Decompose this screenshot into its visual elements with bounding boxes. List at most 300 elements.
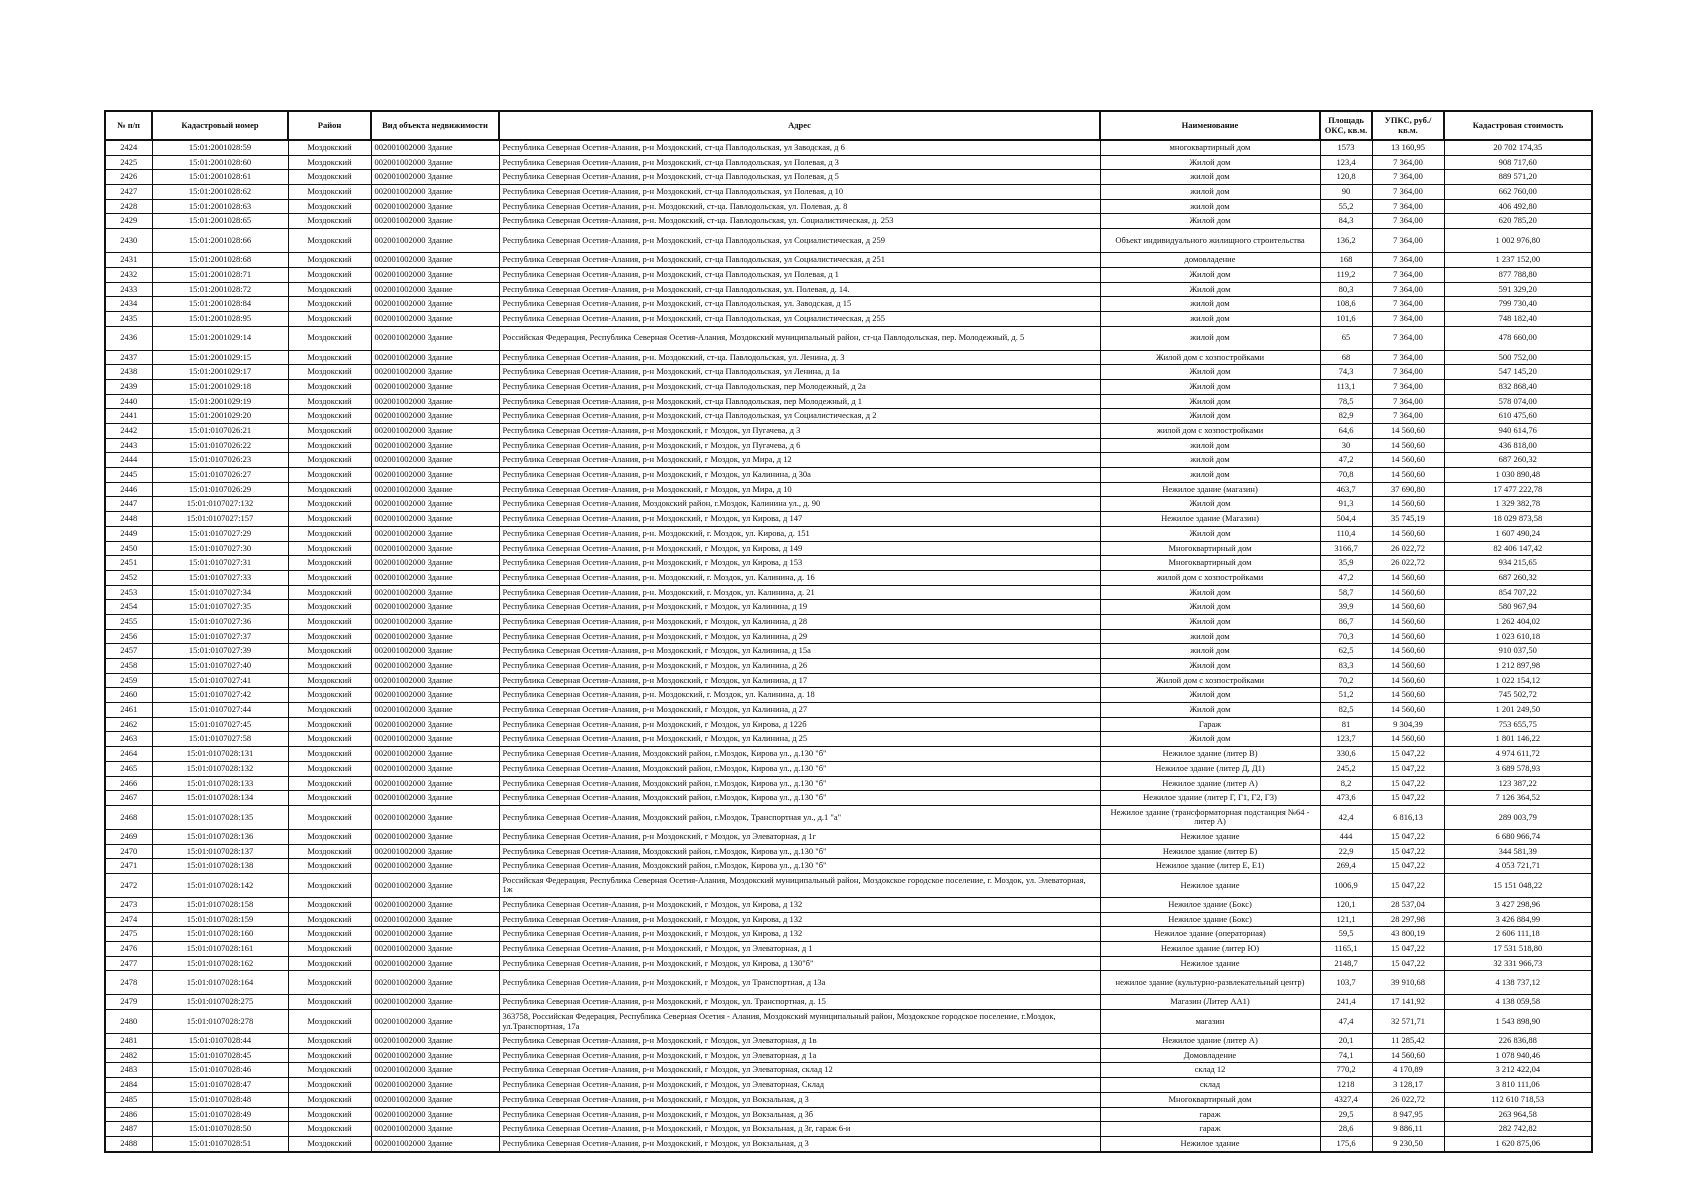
cell-row-number: 2451 bbox=[105, 556, 152, 571]
cell-object-name: Многоквартирный дом bbox=[1100, 1092, 1320, 1107]
cell-district: Моздокский bbox=[288, 394, 371, 409]
cell-object-type: 002001002000 Здание bbox=[371, 614, 499, 629]
cell-area: 83,3 bbox=[1320, 659, 1372, 674]
cell-address: Республика Северная Осетия-Алания, р-н. Моздокский, ст-ца. Павлодольская, ул. Ленина, д. 3 bbox=[499, 350, 1100, 365]
cell-area: 70,8 bbox=[1320, 468, 1372, 483]
cell-object-name: жилой дом bbox=[1100, 326, 1320, 350]
cell-district: Моздокский bbox=[288, 170, 371, 185]
cell-area: 47,2 bbox=[1320, 453, 1372, 468]
cell-cadastral-number: 15:01:2001029:18 bbox=[152, 379, 288, 394]
cell-unit-value: 14 560,60 bbox=[1372, 614, 1444, 629]
cell-unit-value: 14 560,60 bbox=[1372, 1048, 1444, 1063]
table-row bbox=[105, 438, 1592, 453]
cadastral-sheet bbox=[104, 110, 1591, 1153]
cell-cadastral-number: 15:01:0107027:36 bbox=[152, 614, 288, 629]
table-row bbox=[105, 805, 1592, 829]
cell-area: 103,7 bbox=[1320, 971, 1372, 995]
cell-address: Республика Северная Осетия-Алания, р-н Моздокский, ст-ца Павлодольская, пер Молодежный, д 2а bbox=[499, 379, 1100, 394]
table-row bbox=[105, 541, 1592, 556]
cell-address: Республика Северная Осетия-Алания, р-н Моздокский, ст-ца Павлодольская, ул Заводская, д 6 bbox=[499, 140, 1100, 155]
cell-cadastral-value: 745 502,72 bbox=[1444, 688, 1592, 703]
cell-district: Моздокский bbox=[288, 214, 371, 229]
cell-unit-value: 7 364,00 bbox=[1372, 229, 1444, 253]
table-row bbox=[105, 1107, 1592, 1122]
cell-cadastral-value: 1 543 898,90 bbox=[1444, 1010, 1592, 1034]
cell-area: 330,6 bbox=[1320, 747, 1372, 762]
cell-object-name: Жилой дом bbox=[1100, 365, 1320, 380]
cell-row-number: 2462 bbox=[105, 717, 152, 732]
cell-row-number: 2432 bbox=[105, 267, 152, 282]
cell-object-type: 002001002000 Здание bbox=[371, 585, 499, 600]
cell-cadastral-number: 15:01:0107026:27 bbox=[152, 468, 288, 483]
cell-district: Моздокский bbox=[288, 942, 371, 957]
header-object-type: Вид объекта недвижимости bbox=[371, 111, 499, 140]
cell-row-number: 2424 bbox=[105, 140, 152, 155]
cell-area: 2148,7 bbox=[1320, 956, 1372, 971]
cell-object-type: 002001002000 Здание bbox=[371, 453, 499, 468]
cell-area: 62,5 bbox=[1320, 644, 1372, 659]
cell-district: Моздокский bbox=[288, 1078, 371, 1093]
header-object-name: Наименование bbox=[1100, 111, 1320, 140]
cell-object-name: Жилой дом bbox=[1100, 526, 1320, 541]
cell-district: Моздокский bbox=[288, 1063, 371, 1078]
cell-object-name: Жилой дом с хозпостройками bbox=[1100, 673, 1320, 688]
cell-area: 3166,7 bbox=[1320, 541, 1372, 556]
cell-object-name: многоквартирный дом bbox=[1100, 140, 1320, 155]
table-row bbox=[105, 1078, 1592, 1093]
cell-address: Республика Северная Осетия-Алания, р-н Моздокский, г Моздок, ул Калинина, д 25 bbox=[499, 732, 1100, 747]
cell-row-number: 2434 bbox=[105, 297, 152, 312]
cell-row-number: 2470 bbox=[105, 844, 152, 859]
cell-address: Республика Северная Осетия-Алания, р-н Моздокский, г Моздок, ул Элеваторная, д 1в bbox=[499, 1034, 1100, 1049]
cell-object-type: 002001002000 Здание bbox=[371, 541, 499, 556]
header-district: Район bbox=[288, 111, 371, 140]
cell-cadastral-number: 15:01:0107028:49 bbox=[152, 1107, 288, 1122]
cell-object-type: 002001002000 Здание bbox=[371, 942, 499, 957]
cell-object-name: Домовладение bbox=[1100, 1048, 1320, 1063]
table-body bbox=[105, 140, 1592, 1152]
cell-unit-value: 3 128,17 bbox=[1372, 1078, 1444, 1093]
cell-district: Моздокский bbox=[288, 805, 371, 829]
cell-object-type: 002001002000 Здание bbox=[371, 394, 499, 409]
cell-address: Республика Северная Осетия-Алания, р-н Моздокский, г Моздок, ул Кирова, д 153 bbox=[499, 556, 1100, 571]
cell-row-number: 2428 bbox=[105, 199, 152, 214]
cell-unit-value: 14 560,60 bbox=[1372, 703, 1444, 718]
cell-area: 1165,1 bbox=[1320, 942, 1372, 957]
cell-address: Республика Северная Осетия-Алания, р-н Моздокский, ст-ца Павлодольская, пер Молодежный, д 1 bbox=[499, 394, 1100, 409]
cell-cadastral-number: 15:01:0107028:158 bbox=[152, 897, 288, 912]
cell-district: Моздокский bbox=[288, 526, 371, 541]
cell-row-number: 2427 bbox=[105, 185, 152, 200]
cell-unit-value: 8 947,95 bbox=[1372, 1107, 1444, 1122]
cell-address: Республика Северная Осетия-Алания, р-н Моздокский, г Моздок, ул Элеваторная, д 1г bbox=[499, 829, 1100, 844]
cell-unit-value: 15 047,22 bbox=[1372, 844, 1444, 859]
table-row bbox=[105, 185, 1592, 200]
cell-unit-value: 14 560,60 bbox=[1372, 497, 1444, 512]
table-row bbox=[105, 1063, 1592, 1078]
cell-district: Моздокский bbox=[288, 326, 371, 350]
cell-unit-value: 15 047,22 bbox=[1372, 859, 1444, 874]
cell-unit-value: 7 364,00 bbox=[1372, 185, 1444, 200]
cell-cadastral-value: 687 260,32 bbox=[1444, 453, 1592, 468]
cell-unit-value: 7 364,00 bbox=[1372, 199, 1444, 214]
cell-unit-value: 26 022,72 bbox=[1372, 556, 1444, 571]
table-row bbox=[105, 791, 1592, 806]
cell-cadastral-number: 15:01:0107027:132 bbox=[152, 497, 288, 512]
cell-cadastral-number: 15:01:0107028:131 bbox=[152, 747, 288, 762]
cell-area: 47,2 bbox=[1320, 570, 1372, 585]
cell-cadastral-value: 1 023 610,18 bbox=[1444, 629, 1592, 644]
cell-object-type: 002001002000 Здание bbox=[371, 897, 499, 912]
cell-district: Моздокский bbox=[288, 282, 371, 297]
cell-row-number: 2485 bbox=[105, 1092, 152, 1107]
cell-cadastral-number: 15:01:2001028:59 bbox=[152, 140, 288, 155]
cell-unit-value: 7 364,00 bbox=[1372, 379, 1444, 394]
cell-unit-value: 17 141,92 bbox=[1372, 995, 1444, 1010]
cell-district: Моздокский bbox=[288, 311, 371, 326]
table-row bbox=[105, 311, 1592, 326]
cell-cadastral-value: 591 329,20 bbox=[1444, 282, 1592, 297]
cell-row-number: 2479 bbox=[105, 995, 152, 1010]
cell-area: 55,2 bbox=[1320, 199, 1372, 214]
cell-area: 120,1 bbox=[1320, 897, 1372, 912]
cell-address: Республика Северная Осетия-Алания, р-н Моздокский, г Моздок, ул Кирова, д 132 bbox=[499, 897, 1100, 912]
cell-address: Республика Северная Осетия-Алания, р-н Моздокский, г Моздок, ул Кирова, д 130"б" bbox=[499, 956, 1100, 971]
cell-cadastral-number: 15:01:0107028:161 bbox=[152, 942, 288, 957]
cell-address: Российская Федерация, Республика Северная Осетия-Алания, Моздокский муниципальный район, ст-ца Павлодольская, пер. Молодежный, д. 5 bbox=[499, 326, 1100, 350]
cell-row-number: 2429 bbox=[105, 214, 152, 229]
cell-object-type: 002001002000 Здание bbox=[371, 1063, 499, 1078]
cell-area: 168 bbox=[1320, 253, 1372, 268]
cell-object-type: 002001002000 Здание bbox=[371, 267, 499, 282]
cell-district: Моздокский bbox=[288, 761, 371, 776]
cell-address: Республика Северная Осетия-Алания, р-н Моздокский, г Моздок, ул Элеваторная, склад 12 bbox=[499, 1063, 1100, 1078]
cell-unit-value: 35 745,19 bbox=[1372, 512, 1444, 527]
table-row bbox=[105, 556, 1592, 571]
cell-cadastral-value: 82 406 147,42 bbox=[1444, 541, 1592, 556]
cell-address: Республика Северная Осетия-Алания, р-н Моздокский, г Моздок, ул Кирова, д 132 bbox=[499, 927, 1100, 942]
cell-cadastral-number: 15:01:0107027:41 bbox=[152, 673, 288, 688]
cell-cadastral-value: 889 571,20 bbox=[1444, 170, 1592, 185]
cell-cadastral-number: 15:01:2001028:84 bbox=[152, 297, 288, 312]
cell-area: 119,2 bbox=[1320, 267, 1372, 282]
cell-district: Моздокский bbox=[288, 688, 371, 703]
table-row bbox=[105, 468, 1592, 483]
cell-address: Республика Северная Осетия-Алания, р-н Моздокский, г Моздок, ул Вокзальная, д 3 bbox=[499, 1092, 1100, 1107]
cell-object-name: Гараж bbox=[1100, 717, 1320, 732]
cell-object-type: 002001002000 Здание bbox=[371, 326, 499, 350]
cell-district: Моздокский bbox=[288, 267, 371, 282]
cell-row-number: 2440 bbox=[105, 394, 152, 409]
cell-object-type: 002001002000 Здание bbox=[371, 379, 499, 394]
cell-object-type: 002001002000 Здание bbox=[371, 185, 499, 200]
cell-district: Моздокский bbox=[288, 600, 371, 615]
cell-cadastral-value: 832 868,40 bbox=[1444, 379, 1592, 394]
cell-area: 42,4 bbox=[1320, 805, 1372, 829]
cell-object-type: 002001002000 Здание bbox=[371, 659, 499, 674]
cell-object-type: 002001002000 Здание bbox=[371, 282, 499, 297]
table-row bbox=[105, 1122, 1592, 1137]
cell-unit-value: 14 560,60 bbox=[1372, 644, 1444, 659]
cell-address: Республика Северная Осетия-Алания, р-н. Моздокский, ст-ца. Павлодольская, ул. Социалистическая, д. 253 bbox=[499, 214, 1100, 229]
cell-object-type: 002001002000 Здание bbox=[371, 761, 499, 776]
cell-cadastral-number: 15:01:2001029:19 bbox=[152, 394, 288, 409]
table-row bbox=[105, 1092, 1592, 1107]
cell-cadastral-number: 15:01:0107028:47 bbox=[152, 1078, 288, 1093]
cell-address: Республика Северная Осетия-Алания, р-н Моздокский, г Моздок, ул Калинина, д 27 bbox=[499, 703, 1100, 718]
cell-cadastral-number: 15:01:0107027:42 bbox=[152, 688, 288, 703]
cell-cadastral-number: 15:01:0107027:40 bbox=[152, 659, 288, 674]
table-row bbox=[105, 453, 1592, 468]
cell-unit-value: 9 886,11 bbox=[1372, 1122, 1444, 1137]
cell-row-number: 2463 bbox=[105, 732, 152, 747]
cell-cadastral-number: 15:01:0107028:275 bbox=[152, 995, 288, 1010]
cell-address: Республика Северная Осетия-Алания, р-н Моздокский, г Моздок, ул Вокзальная, д 3б bbox=[499, 1107, 1100, 1122]
cell-district: Моздокский bbox=[288, 155, 371, 170]
cell-area: 123,4 bbox=[1320, 155, 1372, 170]
cell-unit-value: 15 047,22 bbox=[1372, 776, 1444, 791]
cell-district: Моздокский bbox=[288, 897, 371, 912]
cell-row-number: 2471 bbox=[105, 859, 152, 874]
cell-district: Моздокский bbox=[288, 1092, 371, 1107]
cell-district: Моздокский bbox=[288, 556, 371, 571]
cell-unit-value: 43 800,19 bbox=[1372, 927, 1444, 942]
cell-area: 39,9 bbox=[1320, 600, 1372, 615]
cell-address: Республика Северная Осетия-Алания, р-н Моздокский, г Моздок, ул Пугачева, д 3 bbox=[499, 424, 1100, 439]
cell-address: Республика Северная Осетия-Алания, р-н Моздокский, г Моздок, ул Калинина, д 26 bbox=[499, 659, 1100, 674]
cell-object-type: 002001002000 Здание bbox=[371, 829, 499, 844]
table-row bbox=[105, 424, 1592, 439]
cell-object-name: жилой дом bbox=[1100, 438, 1320, 453]
cell-row-number: 2472 bbox=[105, 873, 152, 897]
table-row bbox=[105, 585, 1592, 600]
cell-district: Моздокский bbox=[288, 844, 371, 859]
cell-district: Моздокский bbox=[288, 644, 371, 659]
cell-object-type: 002001002000 Здание bbox=[371, 927, 499, 942]
cell-district: Моздокский bbox=[288, 995, 371, 1010]
cell-object-type: 002001002000 Здание bbox=[371, 155, 499, 170]
cell-cadastral-value: 547 145,20 bbox=[1444, 365, 1592, 380]
cell-area: 123,7 bbox=[1320, 732, 1372, 747]
cell-cadastral-number: 15:01:0107028:50 bbox=[152, 1122, 288, 1137]
cell-address: Республика Северная Осетия-Алания, р-н Моздокский, г Моздок, ул Калинина, д 15а bbox=[499, 644, 1100, 659]
cell-row-number: 2482 bbox=[105, 1048, 152, 1063]
cell-object-type: 002001002000 Здание bbox=[371, 409, 499, 424]
table-row bbox=[105, 829, 1592, 844]
cell-unit-value: 7 364,00 bbox=[1372, 394, 1444, 409]
cell-row-number: 2448 bbox=[105, 512, 152, 527]
table-row bbox=[105, 844, 1592, 859]
cell-object-type: 002001002000 Здание bbox=[371, 859, 499, 874]
cell-object-name: Нежилое здание (Бокс) bbox=[1100, 912, 1320, 927]
table-row bbox=[105, 927, 1592, 942]
cell-row-number: 2454 bbox=[105, 600, 152, 615]
cell-object-type: 002001002000 Здание bbox=[371, 199, 499, 214]
cell-object-type: 002001002000 Здание bbox=[371, 1010, 499, 1034]
header-cadastral-value: Кадастровая стоимость bbox=[1444, 111, 1592, 140]
cell-row-number: 2475 bbox=[105, 927, 152, 942]
cell-address: Республика Северная Осетия-Алания, Моздокский район, г.Моздок, Кирова ул., д.130 "б" bbox=[499, 747, 1100, 762]
cell-object-type: 002001002000 Здание bbox=[371, 956, 499, 971]
cell-area: 84,3 bbox=[1320, 214, 1372, 229]
cell-unit-value: 14 560,60 bbox=[1372, 468, 1444, 483]
cell-cadastral-value: 662 760,00 bbox=[1444, 185, 1592, 200]
table-row bbox=[105, 688, 1592, 703]
cell-cadastral-value: 753 655,75 bbox=[1444, 717, 1592, 732]
cell-object-name: жилой дом bbox=[1100, 453, 1320, 468]
table-row bbox=[105, 512, 1592, 527]
cell-unit-value: 7 364,00 bbox=[1372, 409, 1444, 424]
cell-area: 59,5 bbox=[1320, 927, 1372, 942]
cell-district: Моздокский bbox=[288, 873, 371, 897]
cell-object-name: Нежилое здание bbox=[1100, 1136, 1320, 1151]
cell-area: 4327,4 bbox=[1320, 1092, 1372, 1107]
cell-address: Республика Северная Осетия-Алания, р-н Моздокский, г Моздок, ул Элеваторная, д 1 bbox=[499, 942, 1100, 957]
table-row bbox=[105, 526, 1592, 541]
cell-object-type: 002001002000 Здание bbox=[371, 424, 499, 439]
cell-cadastral-value: 934 215,65 bbox=[1444, 556, 1592, 571]
cell-address: Республика Северная Осетия-Алания, р-н Моздокский, ст-ца Павлодольская, ул Социалистическая, д 2 bbox=[499, 409, 1100, 424]
cell-object-name: нежилое здание (культурно-развлекательный центр) bbox=[1100, 971, 1320, 995]
cell-row-number: 2480 bbox=[105, 1010, 152, 1034]
cell-address: Республика Северная Осетия-Алания, р-н Моздокский, г Моздок, ул Калинина, д 19 bbox=[499, 600, 1100, 615]
cell-row-number: 2467 bbox=[105, 791, 152, 806]
cell-row-number: 2426 bbox=[105, 170, 152, 185]
cell-area: 136,2 bbox=[1320, 229, 1372, 253]
cell-row-number: 2474 bbox=[105, 912, 152, 927]
cell-cadastral-number: 15:01:0107028:48 bbox=[152, 1092, 288, 1107]
cell-cadastral-value: 620 785,20 bbox=[1444, 214, 1592, 229]
cell-cadastral-number: 15:01:0107028:46 bbox=[152, 1063, 288, 1078]
cell-unit-value: 14 560,60 bbox=[1372, 438, 1444, 453]
cell-area: 64,6 bbox=[1320, 424, 1372, 439]
cell-district: Моздокский bbox=[288, 570, 371, 585]
cell-cadastral-value: 32 331 966,73 bbox=[1444, 956, 1592, 971]
cell-cadastral-value: 1 201 249,50 bbox=[1444, 703, 1592, 718]
cell-row-number: 2435 bbox=[105, 311, 152, 326]
table-header-row bbox=[105, 111, 1592, 140]
cell-address: Республика Северная Осетия-Алания, Моздокский район, г.Моздок, Кирова ул., д.130 "б" bbox=[499, 791, 1100, 806]
cell-address: Республика Северная Осетия-Алания, Моздокский район, г.Моздок, Транспортная ул., д.1 "а" bbox=[499, 805, 1100, 829]
cell-cadastral-value: 1 212 897,98 bbox=[1444, 659, 1592, 674]
cell-object-name: Нежилое здание (Бокс) bbox=[1100, 897, 1320, 912]
cell-cadastral-value: 580 967,94 bbox=[1444, 600, 1592, 615]
cell-cadastral-value: 910 037,50 bbox=[1444, 644, 1592, 659]
cell-object-type: 002001002000 Здание bbox=[371, 253, 499, 268]
cell-object-name: Нежилое здание bbox=[1100, 873, 1320, 897]
cell-object-name: Нежилое здание (литер Б) bbox=[1100, 844, 1320, 859]
table-row bbox=[105, 497, 1592, 512]
cell-address: Республика Северная Осетия-Алания, р-н Моздокский, г Моздок, ул Мира, д 12 bbox=[499, 453, 1100, 468]
cell-address: Республика Северная Осетия-Алания, р-н Моздокский, ст-ца Павлодольская, ул Полевая, д 5 bbox=[499, 170, 1100, 185]
cell-address: Республика Северная Осетия-Алания, р-н Моздокский, г Моздок, ул Мира, д 10 bbox=[499, 482, 1100, 497]
table-row bbox=[105, 912, 1592, 927]
cell-object-name: Нежилое здание (литер В) bbox=[1100, 747, 1320, 762]
cell-cadastral-number: 15:01:0107028:159 bbox=[152, 912, 288, 927]
table-row bbox=[105, 673, 1592, 688]
table-row bbox=[105, 297, 1592, 312]
cell-row-number: 2457 bbox=[105, 644, 152, 659]
cell-area: 65 bbox=[1320, 326, 1372, 350]
cell-object-name: жилой дом bbox=[1100, 468, 1320, 483]
cell-cadastral-value: 436 818,00 bbox=[1444, 438, 1592, 453]
cell-unit-value: 14 560,60 bbox=[1372, 585, 1444, 600]
cell-cadastral-number: 15:01:0107027:157 bbox=[152, 512, 288, 527]
table-row bbox=[105, 629, 1592, 644]
cell-row-number: 2439 bbox=[105, 379, 152, 394]
cell-object-name: Нежилое здание bbox=[1100, 829, 1320, 844]
cell-district: Моздокский bbox=[288, 732, 371, 747]
cell-row-number: 2488 bbox=[105, 1136, 152, 1151]
header-row-number: № п/п bbox=[105, 111, 152, 140]
cell-cadastral-number: 15:01:0107028:278 bbox=[152, 1010, 288, 1034]
cell-unit-value: 7 364,00 bbox=[1372, 297, 1444, 312]
cell-object-name: жилой дом bbox=[1100, 629, 1320, 644]
cell-object-name: Нежилое здание (литер Г, Г1, Г2, Г3) bbox=[1100, 791, 1320, 806]
cell-object-name: Жилой дом bbox=[1100, 409, 1320, 424]
cell-object-name: Жилой дом с хозпостройками bbox=[1100, 350, 1320, 365]
table-row bbox=[105, 170, 1592, 185]
cell-address: Республика Северная Осетия-Алания, р-н Моздокский, ст-ца Павлодольская, ул Полевая, д 1 bbox=[499, 267, 1100, 282]
cell-object-name: Жилой дом bbox=[1100, 585, 1320, 600]
cell-area: 70,2 bbox=[1320, 673, 1372, 688]
cell-district: Моздокский bbox=[288, 365, 371, 380]
cell-cadastral-value: 1 620 875,06 bbox=[1444, 1136, 1592, 1151]
header-cadastral-number: Кадастровый номер bbox=[152, 111, 288, 140]
table-row bbox=[105, 873, 1592, 897]
table-row bbox=[105, 897, 1592, 912]
table-row bbox=[105, 1048, 1592, 1063]
cell-row-number: 2449 bbox=[105, 526, 152, 541]
cell-district: Моздокский bbox=[288, 379, 371, 394]
cell-area: 82,9 bbox=[1320, 409, 1372, 424]
cell-object-type: 002001002000 Здание bbox=[371, 482, 499, 497]
header-address: Адрес bbox=[499, 111, 1100, 140]
cell-cadastral-number: 15:01:0107028:44 bbox=[152, 1034, 288, 1049]
cell-cadastral-number: 15:01:0107028:160 bbox=[152, 927, 288, 942]
cell-cadastral-value: 6 680 966,74 bbox=[1444, 829, 1592, 844]
cell-area: 245,2 bbox=[1320, 761, 1372, 776]
cell-object-name: Нежилое здание (литер А) bbox=[1100, 1034, 1320, 1049]
cell-object-type: 002001002000 Здание bbox=[371, 995, 499, 1010]
cell-cadastral-value: 578 074,00 bbox=[1444, 394, 1592, 409]
cell-address: Республика Северная Осетия-Алания, р-н Моздокский, г Моздок, ул. Транспортная, д. 15 bbox=[499, 995, 1100, 1010]
cell-area: 80,3 bbox=[1320, 282, 1372, 297]
cell-cadastral-number: 15:01:0107026:22 bbox=[152, 438, 288, 453]
cell-area: 68 bbox=[1320, 350, 1372, 365]
cell-address: Республика Северная Осетия-Алания, р-н Моздокский, г Моздок, ул Элеваторная, д 1а bbox=[499, 1048, 1100, 1063]
cell-cadastral-value: 123 387,22 bbox=[1444, 776, 1592, 791]
cell-cadastral-number: 15:01:0107027:30 bbox=[152, 541, 288, 556]
cell-object-name: Нежилое здание (операторная) bbox=[1100, 927, 1320, 942]
cell-cadastral-number: 15:01:0107028:51 bbox=[152, 1136, 288, 1151]
cell-cadastral-value: 3 810 111,06 bbox=[1444, 1078, 1592, 1093]
cell-unit-value: 14 560,60 bbox=[1372, 659, 1444, 674]
cell-object-type: 002001002000 Здание bbox=[371, 629, 499, 644]
cell-unit-value: 14 560,60 bbox=[1372, 424, 1444, 439]
cell-object-type: 002001002000 Здание bbox=[371, 644, 499, 659]
cell-object-name: Нежилое здание (трансформаторная подстанция №64 - литер А) bbox=[1100, 805, 1320, 829]
cell-cadastral-number: 15:01:0107026:21 bbox=[152, 424, 288, 439]
cell-cadastral-value: 3 212 422,04 bbox=[1444, 1063, 1592, 1078]
cell-cadastral-number: 15:01:2001028:62 bbox=[152, 185, 288, 200]
cell-unit-value: 14 560,60 bbox=[1372, 673, 1444, 688]
table-row bbox=[105, 659, 1592, 674]
cell-object-name: Жилой дом bbox=[1100, 659, 1320, 674]
cell-cadastral-number: 15:01:0107027:31 bbox=[152, 556, 288, 571]
cell-cadastral-value: 1 801 146,22 bbox=[1444, 732, 1592, 747]
cell-unit-value: 28 297,98 bbox=[1372, 912, 1444, 927]
